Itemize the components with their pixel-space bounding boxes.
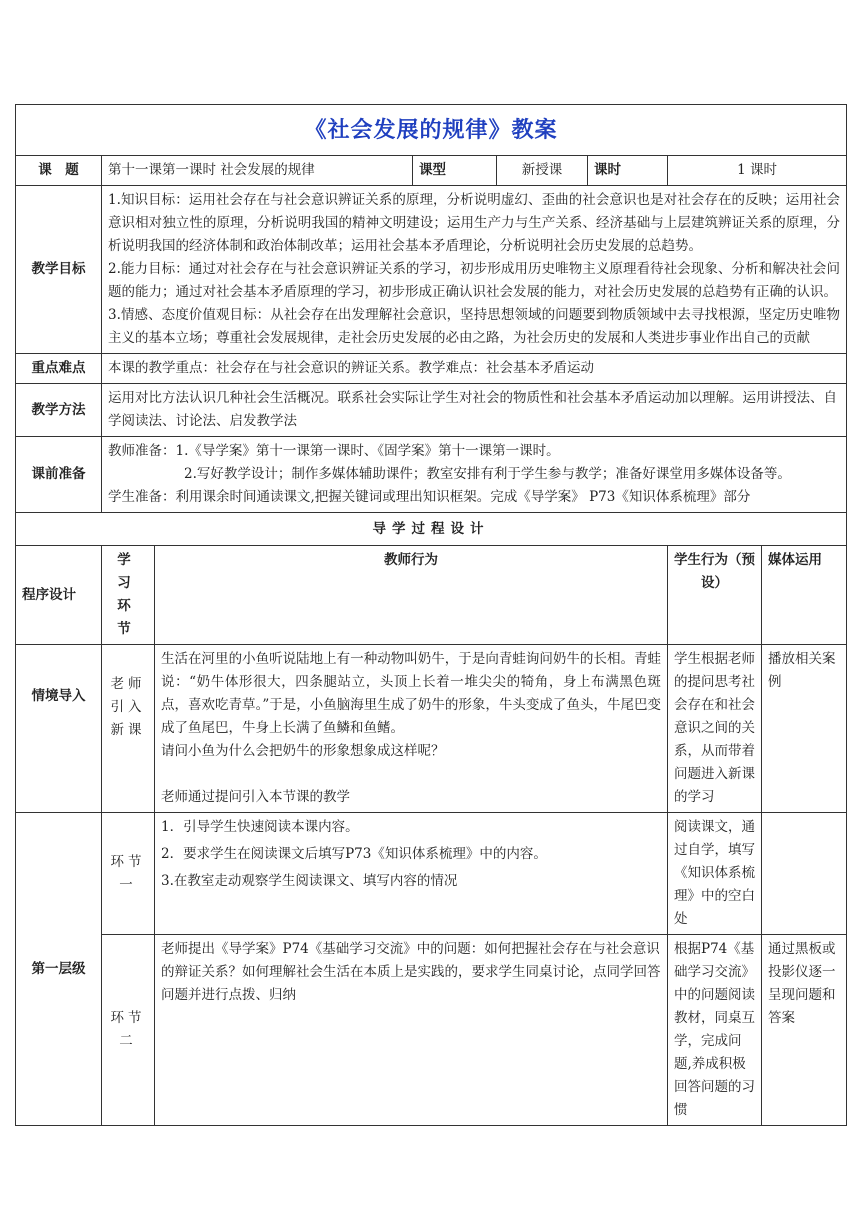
knowledge-goal: 1.知识目标：运用社会存在与社会意识辨证关系的原理，分析说明虚幻、歪曲的社会意识也是对社会存在的反映；运用社会意识相对独立性的原理，分析说明我国的精神文明建设；运用生产力与生产关系、经济基础与上层建筑辨证关系的原理，分析说明我国的经济体制和政治体制改革；运用社会基本矛盾理论，分析说明社会历史发展的总趋势。 [108,192,841,254]
ring1-student: 阅读课文，通过自学，填写《知识体系梳理》中的空白处 [668,813,762,935]
hours-value: 1 课时 [668,156,847,186]
teacher-prep-1: 教师准备：1.《导学案》第十一课第一课时、《固学案》第十一课第一课时。 [108,443,560,459]
teacher-prep-2: 2.写好教学设计；制作多媒体辅助课件；教室安排有利于学生参与教学；准备好课堂用多媒体设备等。 [184,466,791,482]
ring2-teacher: 老师提出《导学案》P74《基础学习交流》中的问题：如何把握社会存在与社会意识的辩证关系？如何理解社会生活在本质上是实践的，要求学生同桌讨论，点同学回答问题并进行点拨、归纳 [155,935,668,1126]
ring2-student: 根据P74《基础学习交流》中的问题阅读教材，同桌互学，完成问题,养成积极回答问题的习惯 [668,935,762,1126]
lesson-plan-table [15,104,847,1126]
intro-procedure: 情境导入 [16,645,102,813]
goals-content [102,186,847,354]
header-procedure: 程序设计 [16,546,102,645]
header-student: 学生行为（预设） [668,546,762,645]
prep-label: 课前准备 [16,437,102,513]
ability-goal: 2.能力目标：通过对社会存在与社会意识辨证关系的学习，初步形成用历史唯物主义原理看待社会现象、分析和解决社会问题的能力；通过对社会基本矛盾原理的学习，初步形成正确认识社会发展的能力，对社会历史发展的总趋势有正确的认识。 [108,261,841,300]
intro-student: 学生根据老师的提问思考社会存在和社会意识之间的关系，从而带着问题进入新课的学习 [668,645,762,813]
ring2-step: 环节二 [102,935,155,1126]
ring1-step: 环节一 [102,813,155,935]
intro-step: 老师引入新课 [102,645,155,813]
goals-label: 教学目标 [16,186,102,354]
header-teacher: 教师行为 [155,546,668,645]
ring2-media: 通过黑板或投影仪逐一呈现问题和答案 [762,935,847,1126]
intro-teacher [155,645,668,813]
topic-label: 课 题 [16,156,102,186]
process-section-title: 导学过程设计 [16,513,847,546]
student-prep: 学生准备：利用课余时间通读课文,把握关键词或理出知识框架。完成《导学案》 P73《知识体系梳理》部分 [108,489,751,505]
ring1-teacher [155,813,668,935]
level1-procedure: 第一层级 [16,813,102,1126]
attitude-goal: 3.情感、态度价值观目标：从社会存在出发理解社会意识，坚持思想领域的问题要到物质领域中去寻找根源，坚定历史唯物主义的基本立场；尊重社会发展规律，走社会历史发展的必由之路，为社会历史的发展和人类进步事业作出自己的贡献 [108,307,841,346]
ring1-media [762,813,847,935]
ring1-item-3: 3.在教室走动观察学生阅读课文、填写内容的情况 [161,873,458,889]
hours-label: 课时 [588,156,668,186]
intro-story: 生活在河里的小鱼听说陆地上有一种动物叫奶牛，于是向青蛙询问奶牛的长相。青蛙说：“奶牛体形很大，四条腿站立，头顶上长着一堆尖尖的犄角，身上布满黑色斑点，喜欢吃青草。”于是，小鱼脑海里生成了奶牛的形象，牛头变成了鱼头，牛尾巴变成了鱼尾巴，牛身上长满了鱼鳞和鱼鳍。 [161,651,661,736]
type-label: 课型 [413,156,497,186]
methods-label: 教学方法 [16,384,102,437]
methods-text: 运用对比方法认识几种社会生活概况。联系社会实际让学生对社会的物质性和社会基本矛盾运动加以理解。运用讲授法、自学阅读法、讨论法、启发教学法 [102,384,847,437]
prep-content [102,437,847,513]
intro-media: 播放相关案例 [762,645,847,813]
header-media: 媒体运用 [762,546,847,645]
key-points-label: 重点难点 [16,354,102,384]
intro-question: 请问小鱼为什么会把奶牛的形象想象成这样呢？ [161,743,445,759]
ring1-item-2: 2．要求学生在阅读课文后填写P73《知识体系梳理》中的内容。 [161,846,547,862]
intro-summary: 老师通过提问引入本节课的教学 [161,789,350,805]
type-value: 新授课 [497,156,588,186]
document-title: 《社会发展的规律》教案 [16,105,847,156]
ring1-item-1: 1．引导学生快速阅读本课内容。 [161,819,359,835]
topic-value: 第十一课第一课时 社会发展的规律 [102,156,413,186]
key-points-text: 本课的教学重点：社会存在与社会意识的辨证关系。教学难点：社会基本矛盾运动 [102,354,847,384]
header-step: 学习环节 [102,546,155,645]
